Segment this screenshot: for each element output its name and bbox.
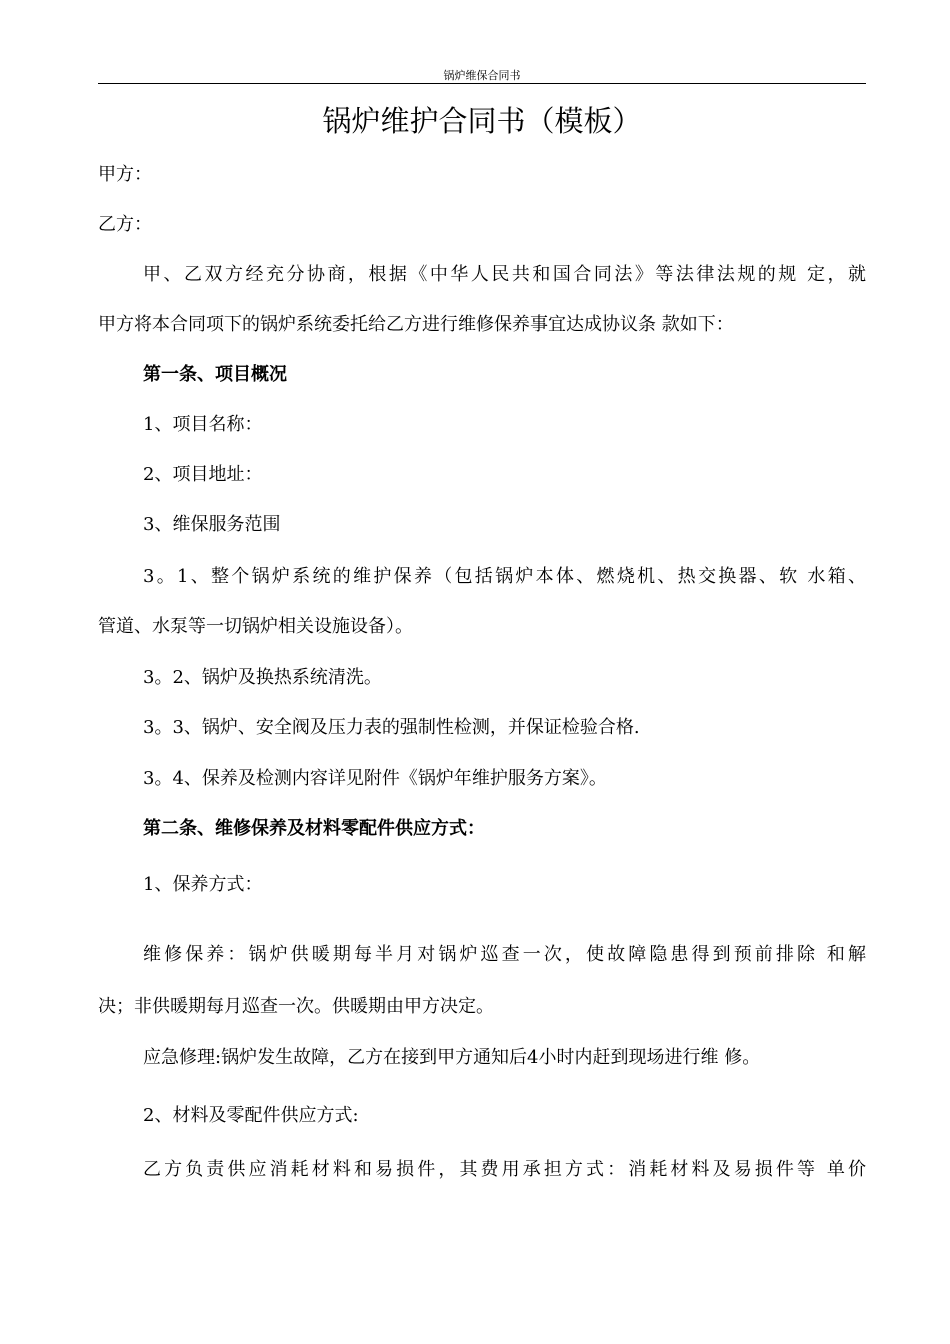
- parts-supply-item: 2、材料及零配件供应方式:: [143, 1105, 359, 1126]
- maintenance-paragraph-line-1: 维修保养：锅炉供暖期每半月对锅炉巡查一次，使故障隐患得到预前排除 和解: [143, 944, 866, 965]
- scope-3-1-line-2: 管道、水泵等一切锅炉相关设施设备）。: [98, 616, 413, 637]
- document-title: 锅炉维护合同书（模板）: [322, 104, 642, 138]
- emergency-repair-paragraph: 应急修理:锅炉发生故障，乙方在接到甲方通知后4小时内赶到现场进行维 修。: [143, 1047, 761, 1068]
- intro-paragraph-line-1: 甲、乙双方经充分协商，根据《中华人民共和国合同法》等法律法规的规 定，就: [143, 264, 866, 285]
- party-b-label: 乙方：: [98, 214, 152, 235]
- header-rule: [98, 83, 866, 84]
- article-1-heading: 第一条、项目概况: [143, 364, 287, 385]
- maintenance-paragraph-line-2: 决；非供暖期每月巡查一次。供暖期由甲方决定。: [98, 996, 494, 1017]
- project-address-item: 2、项目地址：: [143, 464, 263, 485]
- scope-3-3: 3。3、锅炉、安全阀及压力表的强制性检测，并保证检验合格.: [143, 717, 640, 738]
- supply-paragraph-line-1: 乙方负责供应消耗材料和易损件，其费用承担方式：消耗材料及易损件等 单价: [143, 1159, 866, 1180]
- running-header: 锅炉维保合同书: [443, 69, 521, 82]
- scope-3-2: 3。2、锅炉及换热系统清洗。: [143, 667, 382, 688]
- intro-paragraph-line-2: 甲方将本合同项下的锅炉系统委托给乙方进行维修保养事宜达成协议条 款如下：: [98, 314, 734, 335]
- maintenance-method-item: 1、保养方式：: [143, 874, 263, 895]
- project-name-item: 1、项目名称：: [143, 414, 263, 435]
- scope-3-1-line-1: 3。1、整个锅炉系统的维护保养（包括锅炉本体、燃烧机、热交换器、软 水箱、: [143, 566, 866, 587]
- service-scope-item: 3、维保服务范围: [143, 514, 281, 535]
- article-2-heading: 第二条、维修保养及材料零配件供应方式：: [143, 818, 485, 839]
- party-a-label: 甲方：: [98, 164, 152, 185]
- scope-3-4: 3。4、保养及检测内容详见附件《锅炉年维护服务方案》。: [143, 768, 607, 789]
